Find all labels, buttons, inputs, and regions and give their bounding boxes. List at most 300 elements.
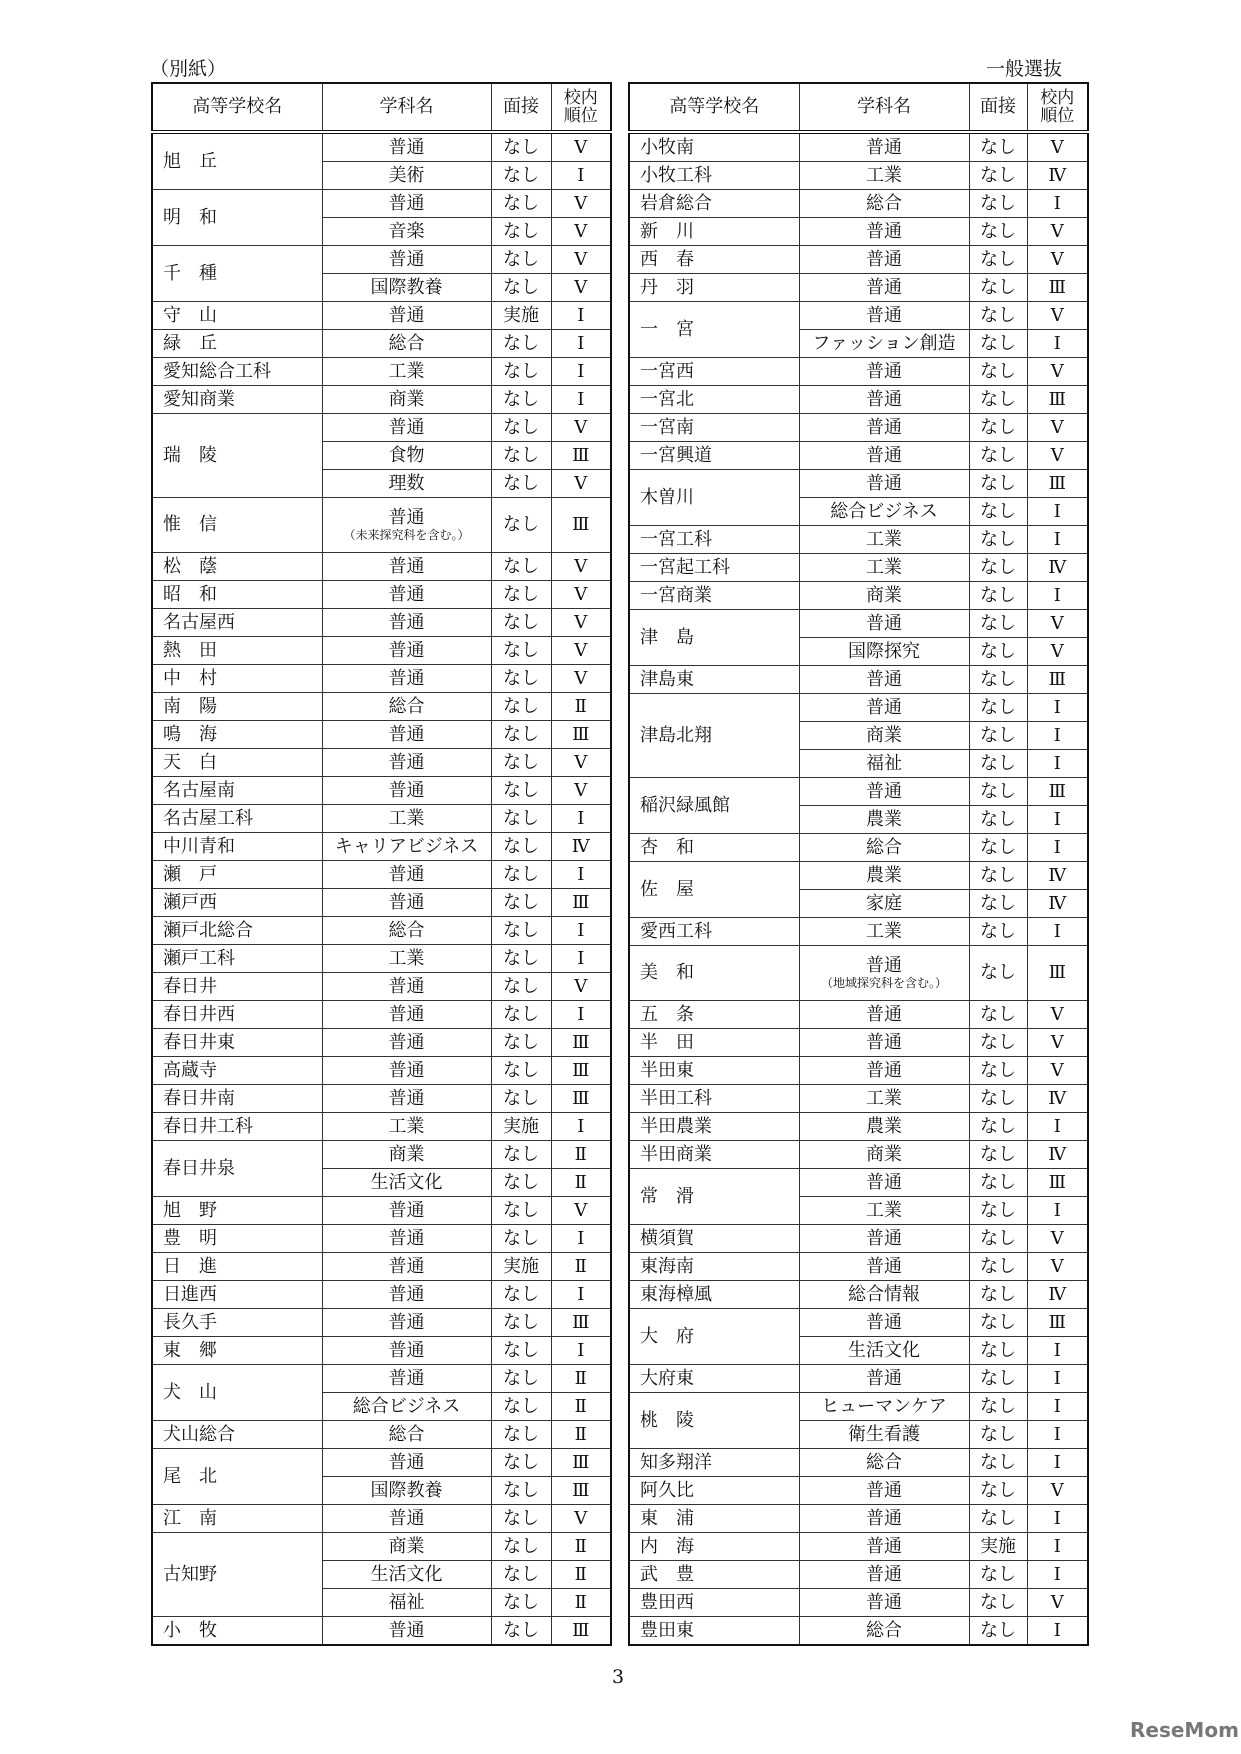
school-rank: Ⅰ (551, 945, 611, 973)
interview-status: なし (491, 132, 551, 162)
department-name: 普通 (866, 1227, 902, 1249)
school-rank: Ⅲ (551, 1309, 611, 1337)
table-row (629, 1029, 1088, 1057)
school-rank: Ⅲ (551, 1029, 611, 1057)
department-cell (799, 1001, 969, 1029)
department-cell (322, 693, 491, 721)
school-name: 高蔵寺 (152, 1057, 322, 1085)
department-name: 普通 (388, 667, 425, 689)
school-rank: Ⅰ (1027, 1449, 1088, 1477)
school-rank: Ⅴ (551, 749, 611, 777)
department-name: 農業 (866, 864, 902, 886)
department-cell (322, 470, 491, 498)
interview-status: なし (969, 330, 1027, 358)
department-cell (322, 302, 491, 330)
department-cell (799, 498, 969, 526)
interview-status: なし (969, 218, 1027, 246)
department-name: 普通 (866, 696, 902, 718)
department-name: 普通 (388, 416, 425, 438)
department-name: 普通 (866, 1255, 902, 1277)
school-name: 鳴 海 (152, 721, 322, 749)
department-name: 工業 (866, 920, 902, 942)
department-cell (799, 414, 969, 442)
table-row (152, 1113, 611, 1141)
school-rank: Ⅴ (551, 1197, 611, 1225)
department-name: 普通 (388, 1507, 425, 1529)
department-cell (799, 722, 969, 750)
header-rank-line2: 順位 (563, 106, 598, 126)
interview-status: なし (969, 666, 1027, 694)
department-name: 工業 (866, 1087, 902, 1109)
school-name: 江 南 (152, 1505, 322, 1533)
interview-status: なし (491, 1057, 551, 1085)
table-row (629, 554, 1088, 582)
school-name: 東 浦 (629, 1505, 799, 1533)
interview-status: なし (491, 889, 551, 917)
school-name: 犬山総合 (152, 1421, 322, 1449)
interview-status: なし (491, 414, 551, 442)
school-rank: Ⅲ (551, 1477, 611, 1505)
school-rank: Ⅲ (1027, 274, 1088, 302)
table-row (629, 1617, 1088, 1646)
interview-status: なし (969, 806, 1027, 834)
department-cell (322, 945, 491, 973)
table-row (629, 358, 1088, 386)
interview-status: なし (491, 1617, 551, 1646)
department-name: 普通 (866, 1367, 902, 1389)
department-name: 普通 (388, 248, 425, 270)
school-rank: Ⅲ (551, 889, 611, 917)
table-row (152, 693, 611, 721)
table-row (629, 1113, 1088, 1141)
department-name: 普通 (388, 1031, 425, 1053)
school-name: 杏 和 (629, 834, 799, 862)
school-rank: Ⅰ (1027, 1561, 1088, 1589)
department-cell (799, 1225, 969, 1253)
interview-status: なし (491, 973, 551, 1001)
school-rank: Ⅳ (1027, 1281, 1088, 1309)
department-cell (322, 330, 491, 358)
school-rank: Ⅰ (1027, 526, 1088, 554)
table-row (152, 1197, 611, 1225)
school-rank: Ⅴ (551, 665, 611, 693)
department-name: 商業 (866, 1143, 902, 1165)
table-row (629, 1477, 1088, 1505)
interview-status: なし (969, 1197, 1027, 1225)
table-row (152, 917, 611, 945)
department-cell (799, 162, 969, 190)
interview-status: なし (491, 1477, 551, 1505)
interview-status: なし (491, 1337, 551, 1365)
school-name: 武 豊 (629, 1561, 799, 1589)
department-name: 普通 (866, 1563, 902, 1585)
interview-status: なし (491, 1589, 551, 1617)
interview-status: なし (969, 1589, 1027, 1617)
table-row (152, 581, 611, 609)
school-name: 木曽川 (629, 470, 799, 526)
department-name: 総合 (388, 919, 425, 941)
department-name: 工業 (866, 1199, 902, 1221)
table-row (152, 302, 611, 330)
interview-status: 実施 (491, 1253, 551, 1281)
table-row (629, 1253, 1088, 1281)
interview-status: なし (491, 1421, 551, 1449)
school-rank: Ⅴ (551, 470, 611, 498)
table-row (152, 1505, 611, 1533)
school-name: 津島東 (629, 666, 799, 694)
department-cell (322, 637, 491, 665)
interview-status: なし (969, 274, 1027, 302)
interview-status: なし (969, 722, 1027, 750)
department-cell (799, 358, 969, 386)
department-note: （地域探究科を含む。） (820, 976, 947, 990)
attachment-label: （別紙） (150, 58, 227, 80)
department-cell (799, 274, 969, 302)
department-cell (322, 1253, 491, 1281)
school-rank: Ⅴ (1027, 1253, 1088, 1281)
school-name: 稲沢緑風館 (629, 778, 799, 834)
school-name: 春日井 (152, 973, 322, 1001)
school-name: 丹 羽 (629, 274, 799, 302)
school-rank: Ⅰ (551, 162, 611, 190)
school-rank: Ⅴ (1027, 1225, 1088, 1253)
department-name: 普通 (388, 779, 425, 801)
interview-status: なし (969, 132, 1027, 162)
header-interview: 面接 (491, 83, 551, 132)
department-cell (799, 1057, 969, 1085)
department-name: 普通 (866, 444, 902, 466)
department-cell (799, 190, 969, 218)
table-row (152, 1421, 611, 1449)
department-name: 普通 (866, 136, 902, 158)
school-name: 瀬戸工科 (152, 945, 322, 973)
school-rank: Ⅰ (1027, 918, 1088, 946)
department-name: 生活文化 (848, 1339, 920, 1361)
department-name: 商業 (388, 388, 425, 410)
interview-status: なし (969, 1057, 1027, 1085)
school-name: 明 和 (152, 190, 322, 246)
school-name: 内 海 (629, 1533, 799, 1561)
department-name: 理数 (388, 472, 425, 494)
interview-status: なし (969, 834, 1027, 862)
department-cell (322, 665, 491, 693)
school-name: 春日井南 (152, 1085, 322, 1113)
school-rank: Ⅲ (1027, 1169, 1088, 1197)
school-rank: Ⅳ (1027, 1141, 1088, 1169)
interview-status: なし (969, 442, 1027, 470)
school-name: 一宮商業 (629, 582, 799, 610)
interview-status: なし (491, 162, 551, 190)
department-name: 福祉 (388, 1591, 425, 1613)
header-dept: 学科名 (799, 83, 969, 132)
interview-status: なし (969, 1337, 1027, 1365)
table-row (629, 862, 1088, 890)
school-rank: Ⅴ (551, 132, 611, 162)
department-name: 衛生看護 (848, 1423, 920, 1445)
table-row (152, 805, 611, 833)
interview-status: なし (491, 218, 551, 246)
department-cell (799, 1393, 969, 1421)
department-name: 普通 (866, 955, 902, 976)
department-cell (322, 246, 491, 274)
department-cell (322, 1533, 491, 1561)
school-rank: Ⅰ (1027, 1365, 1088, 1393)
school-name: 桃 陵 (629, 1393, 799, 1449)
department-name: 普通 (866, 304, 902, 326)
school-name: 瀬戸西 (152, 889, 322, 917)
department-name: 生活文化 (370, 1563, 443, 1585)
interview-status: なし (491, 833, 551, 861)
department-name: 工業 (388, 807, 425, 829)
interview-status: なし (969, 1561, 1027, 1589)
school-rank: Ⅲ (551, 442, 611, 470)
school-rank: Ⅰ (551, 861, 611, 889)
table-row (629, 666, 1088, 694)
interview-status: なし (969, 1225, 1027, 1253)
school-name: 尾 北 (152, 1449, 322, 1505)
department-name: 普通 (388, 1199, 425, 1221)
department-name: 工業 (388, 947, 425, 969)
department-name: 普通 (388, 136, 425, 158)
department-name: 普通 (388, 1003, 425, 1025)
table-row (629, 386, 1088, 414)
school-name: 古知野 (152, 1533, 322, 1617)
table-row (152, 358, 611, 386)
header-rank (1027, 83, 1088, 132)
school-name: 小牧南 (629, 132, 799, 162)
selection-type-label: 一般選抜 (985, 58, 1062, 80)
department-cell (322, 414, 491, 442)
department-cell (322, 162, 491, 190)
school-rank: Ⅴ (1027, 610, 1088, 638)
school-rank: Ⅰ (1027, 1113, 1088, 1141)
interview-status: なし (969, 302, 1027, 330)
department-name: 総合 (866, 192, 902, 214)
department-name: 家庭 (866, 892, 902, 914)
department-name: 総合 (388, 1423, 425, 1445)
department-name: 国際探究 (848, 640, 920, 662)
department-cell (322, 1057, 491, 1085)
table-row (629, 1393, 1088, 1421)
department-cell (322, 581, 491, 609)
table-row (629, 1225, 1088, 1253)
table-row (629, 610, 1088, 638)
school-rank: Ⅳ (1027, 890, 1088, 918)
school-name: 新 川 (629, 218, 799, 246)
department-name: 普通 (388, 863, 425, 885)
interview-status: なし (491, 470, 551, 498)
department-cell (322, 609, 491, 637)
interview-status: なし (491, 553, 551, 581)
school-rank: Ⅱ (551, 1589, 611, 1617)
department-cell (799, 582, 969, 610)
interview-status: なし (969, 1617, 1027, 1646)
department-cell (322, 917, 491, 945)
school-name: 中川青和 (152, 833, 322, 861)
school-rank: Ⅴ (551, 609, 611, 637)
table-row (629, 274, 1088, 302)
school-rank: Ⅴ (1027, 638, 1088, 666)
department-name: 普通 (866, 360, 902, 382)
table-row (629, 1533, 1088, 1561)
department-name: 工業 (866, 164, 902, 186)
school-rank: Ⅳ (1027, 1085, 1088, 1113)
table-row (152, 1533, 611, 1561)
table-row (152, 1449, 611, 1477)
school-rank: Ⅴ (551, 777, 611, 805)
table-row (152, 889, 611, 917)
interview-status: なし (491, 637, 551, 665)
department-name: 普通 (388, 1283, 425, 1305)
school-name: 半田東 (629, 1057, 799, 1085)
interview-status: なし (491, 609, 551, 637)
school-rank: Ⅱ (551, 1253, 611, 1281)
table-row (629, 190, 1088, 218)
department-name: 普通 (866, 1507, 902, 1529)
table-row (152, 386, 611, 414)
department-cell (799, 778, 969, 806)
department-name: 総合 (866, 836, 902, 858)
school-name: 春日井西 (152, 1001, 322, 1029)
department-cell (322, 386, 491, 414)
school-name: 愛知商業 (152, 386, 322, 414)
school-rank: Ⅴ (1027, 218, 1088, 246)
interview-status: なし (969, 1393, 1027, 1421)
school-rank: Ⅰ (1027, 722, 1088, 750)
school-name: 春日井東 (152, 1029, 322, 1057)
department-name: 普通 (866, 668, 902, 690)
header-rank-line2: 順位 (1040, 106, 1075, 126)
department-name: 普通 (866, 416, 902, 438)
table-row (629, 946, 1088, 1001)
department-name: 普通 (866, 1311, 902, 1333)
department-cell (799, 1113, 969, 1141)
department-cell (799, 218, 969, 246)
department-name: 普通 (388, 507, 425, 528)
header-dept: 学科名 (322, 83, 491, 132)
table-row (629, 414, 1088, 442)
department-cell (322, 358, 491, 386)
school-rank: Ⅰ (551, 1001, 611, 1029)
school-name: 五 条 (629, 1001, 799, 1029)
school-rank: Ⅱ (551, 693, 611, 721)
interview-status: なし (969, 946, 1027, 1001)
school-rank: Ⅳ (1027, 554, 1088, 582)
department-name: 普通 (388, 1087, 425, 1109)
school-rank: Ⅲ (551, 1085, 611, 1113)
school-rank: Ⅴ (551, 973, 611, 1001)
interview-status: なし (969, 1169, 1027, 1197)
department-name: 農業 (866, 808, 902, 830)
school-rank: Ⅰ (551, 302, 611, 330)
interview-status: なし (969, 1029, 1027, 1057)
interview-status: なし (969, 1309, 1027, 1337)
interview-status: なし (969, 918, 1027, 946)
department-name: キャリアビジネス (334, 835, 479, 857)
department-cell (322, 1001, 491, 1029)
department-name: 普通 (388, 1311, 425, 1333)
school-name: 大 府 (629, 1309, 799, 1365)
school-rank: Ⅴ (1027, 1029, 1088, 1057)
department-cell (322, 1281, 491, 1309)
table-row (629, 1365, 1088, 1393)
school-rank: Ⅲ (1027, 778, 1088, 806)
table-row (152, 1057, 611, 1085)
interview-status: なし (969, 470, 1027, 498)
department-cell (799, 1085, 969, 1113)
department-cell (799, 946, 969, 1001)
right-table (628, 82, 1089, 1646)
school-name: 一宮興道 (629, 442, 799, 470)
interview-status: なし (491, 1393, 551, 1421)
table-row (629, 694, 1088, 722)
table-row (629, 470, 1088, 498)
table-row (629, 1281, 1088, 1309)
department-cell (799, 132, 969, 162)
school-rank: Ⅱ (551, 1533, 611, 1561)
table-row (152, 553, 611, 581)
interview-status: なし (969, 582, 1027, 610)
school-rank: Ⅲ (551, 498, 611, 553)
department-cell (322, 973, 491, 1001)
table-row (152, 1617, 611, 1646)
interview-status: なし (969, 1505, 1027, 1533)
interview-status: なし (491, 1533, 551, 1561)
department-cell (799, 1337, 969, 1365)
table-row (152, 1281, 611, 1309)
department-name: 総合 (388, 332, 425, 354)
department-cell (799, 470, 969, 498)
department-cell (799, 1169, 969, 1197)
school-rank: Ⅴ (551, 274, 611, 302)
school-rank: Ⅴ (551, 1505, 611, 1533)
school-name: 津島北翔 (629, 694, 799, 778)
interview-status: なし (969, 498, 1027, 526)
department-name: 普通 (388, 751, 425, 773)
table-row (629, 162, 1088, 190)
interview-status: なし (491, 805, 551, 833)
department-name: 商業 (866, 724, 902, 746)
school-rank: Ⅲ (1027, 946, 1088, 1001)
department-name: 普通 (388, 192, 425, 214)
interview-status: なし (969, 1281, 1027, 1309)
table-row (152, 777, 611, 805)
school-name: 半田商業 (629, 1141, 799, 1169)
school-name: 愛西工科 (629, 918, 799, 946)
department-cell (799, 330, 969, 358)
department-cell (322, 805, 491, 833)
department-name: 音楽 (388, 220, 425, 242)
school-name: 名古屋工科 (152, 805, 322, 833)
school-rank: Ⅱ (551, 1393, 611, 1421)
school-rank: Ⅴ (551, 581, 611, 609)
department-cell (322, 1197, 491, 1225)
department-cell (322, 1337, 491, 1365)
school-name: 知多翔洋 (629, 1449, 799, 1477)
table-row (152, 1141, 611, 1169)
department-cell (322, 1029, 491, 1057)
school-rank: Ⅴ (551, 637, 611, 665)
interview-status: なし (969, 890, 1027, 918)
school-name: 長久手 (152, 1309, 322, 1337)
interview-status: なし (969, 386, 1027, 414)
department-name: 普通 (388, 1227, 425, 1249)
school-rank: Ⅴ (1027, 358, 1088, 386)
interview-status: なし (491, 945, 551, 973)
interview-status: なし (969, 1141, 1027, 1169)
table-row (152, 609, 611, 637)
interview-status: なし (491, 581, 551, 609)
